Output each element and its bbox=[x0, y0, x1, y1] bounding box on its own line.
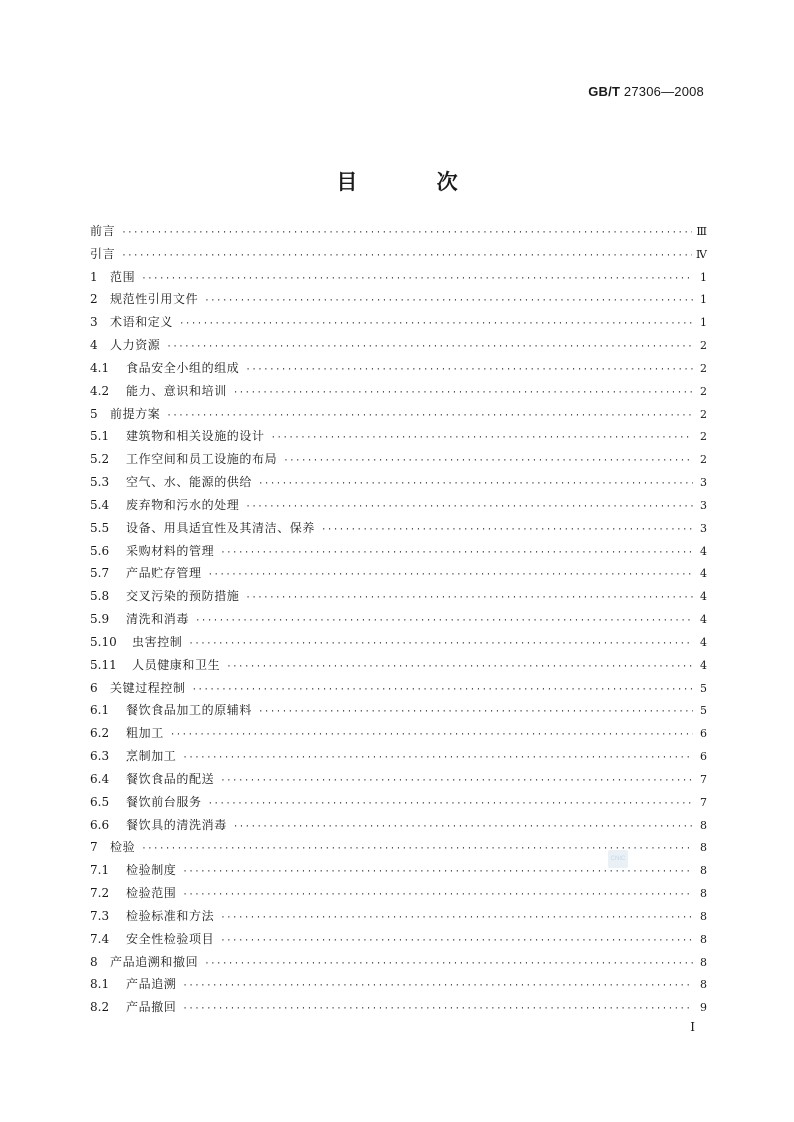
toc-entry-page: 8 bbox=[700, 978, 707, 992]
toc-entry-label: 采购材料的管理 bbox=[126, 543, 215, 558]
toc-dot-leader bbox=[188, 633, 693, 656]
toc-entry-label: 废弃物和污水的处理 bbox=[126, 497, 240, 512]
toc-entry[interactable] bbox=[90, 585, 707, 608]
toc-entry-number: 5.3 bbox=[90, 475, 110, 490]
toc-entry-page: 8 bbox=[700, 841, 707, 855]
toc-dot-leader bbox=[220, 907, 693, 930]
toc-entry-label: 工作空间和员工设施的布局 bbox=[126, 452, 278, 467]
toc-entry-number: 5.1 bbox=[90, 429, 110, 444]
toc-entry-label: 检验标准和方法 bbox=[126, 908, 215, 923]
toc-entry-label: 产品追溯和撤回 bbox=[110, 954, 199, 969]
toc-dot-leader bbox=[271, 427, 693, 450]
toc-dot-leader bbox=[141, 268, 693, 291]
toc-dot-leader bbox=[195, 610, 693, 633]
toc-dot-leader bbox=[233, 382, 693, 405]
toc-entry-page: 3 bbox=[700, 476, 707, 490]
toc-entry[interactable] bbox=[90, 928, 707, 951]
toc-entry-label: 交叉污染的预防措施 bbox=[126, 589, 240, 604]
toc-dot-leader bbox=[245, 587, 693, 610]
toc-entry-label: 设备、用具适宜性及其清洁、保养 bbox=[126, 520, 316, 535]
toc-entry-label: 能力、意识和培训 bbox=[126, 383, 227, 398]
toc-entry-page: 2 bbox=[700, 430, 707, 444]
toc-entry-number: 8.1 bbox=[90, 977, 110, 992]
toc-entry-label: 人力资源 bbox=[110, 338, 161, 353]
toc-entry-number: 5.5 bbox=[90, 520, 110, 535]
toc-entry-label: 餐饮食品的配送 bbox=[126, 771, 215, 786]
toc-entry[interactable] bbox=[90, 814, 707, 837]
toc-entry[interactable] bbox=[90, 654, 707, 677]
toc-entry-page: 6 bbox=[700, 750, 707, 764]
toc-entry-number: 3 bbox=[90, 315, 98, 330]
toc-dot-leader bbox=[258, 701, 693, 724]
toc-entry-page: 1 bbox=[700, 293, 707, 307]
toc-entry-page: 8 bbox=[700, 818, 707, 832]
toc-entry[interactable] bbox=[90, 996, 707, 1019]
toc-entry[interactable] bbox=[90, 768, 707, 791]
toc-dot-leader bbox=[220, 930, 693, 953]
toc-entry-number: 5.8 bbox=[90, 589, 110, 604]
toc-dot-leader bbox=[245, 359, 693, 382]
toc-entry[interactable] bbox=[90, 745, 707, 768]
toc-entry-label: 人员健康和卫生 bbox=[132, 657, 221, 672]
toc-dot-leader bbox=[182, 975, 693, 998]
toc-entry-page: 7 bbox=[700, 772, 707, 786]
toc-entry[interactable] bbox=[90, 973, 707, 996]
toc-entry-label: 引言 bbox=[90, 246, 116, 261]
toc-entry-page: 4 bbox=[700, 544, 707, 558]
toc-entry-page: 8 bbox=[700, 955, 707, 969]
toc-entry-number: 6.2 bbox=[90, 726, 110, 741]
toc-dot-leader bbox=[166, 405, 693, 428]
toc-dot-leader bbox=[179, 313, 693, 336]
toc-entry-page: 8 bbox=[700, 864, 707, 878]
toc-entry[interactable] bbox=[90, 836, 707, 859]
toc-dot-leader bbox=[182, 747, 693, 770]
toc-entry-page: 7 bbox=[700, 795, 707, 809]
toc-entry[interactable] bbox=[90, 448, 707, 471]
toc-entry[interactable] bbox=[90, 791, 707, 814]
toc-entry[interactable] bbox=[90, 859, 707, 882]
standard-number: 27306—2008 bbox=[623, 84, 704, 99]
toc-entry[interactable] bbox=[90, 494, 707, 517]
toc-entry-label: 前提方案 bbox=[110, 406, 161, 421]
toc-entry-number: 6.3 bbox=[90, 749, 110, 764]
toc-dot-leader bbox=[170, 724, 693, 747]
toc-dot-leader bbox=[182, 861, 693, 884]
toc-entry[interactable] bbox=[90, 699, 707, 722]
toc-entry-number: 5.6 bbox=[90, 543, 110, 558]
toc-entry-number: 4.1 bbox=[90, 360, 110, 375]
toc-entry-number: 5.11 bbox=[90, 657, 117, 672]
toc-entry-number: 5.4 bbox=[90, 497, 110, 512]
toc-dot-leader bbox=[245, 496, 693, 519]
toc-entry-label: 餐饮前台服务 bbox=[126, 794, 202, 809]
toc-entry-label: 前言 bbox=[90, 224, 116, 238]
toc-entry-label: 范围 bbox=[110, 269, 136, 284]
toc-entry-label: 检验制度 bbox=[126, 863, 177, 878]
toc-entry-page: 2 bbox=[700, 361, 707, 375]
toc-entry[interactable] bbox=[90, 311, 707, 334]
toc-entry[interactable] bbox=[90, 540, 707, 563]
toc-entry[interactable] bbox=[90, 517, 707, 540]
toc-dot-leader bbox=[182, 998, 693, 1021]
toc-entry-number: 8.2 bbox=[90, 1000, 110, 1015]
toc-dot-leader bbox=[321, 519, 693, 542]
toc-entry-page: Ⅳ bbox=[696, 247, 707, 261]
toc-entry-number: 6.6 bbox=[90, 817, 110, 832]
toc-entry-page: 3 bbox=[700, 498, 707, 512]
toc-entry-page: 6 bbox=[700, 727, 707, 741]
toc-entry-page: Ⅲ bbox=[696, 225, 707, 238]
toc-entry-page: 2 bbox=[700, 453, 707, 467]
toc-dot-leader bbox=[204, 290, 693, 313]
toc-entry[interactable] bbox=[90, 722, 707, 745]
toc-dot-leader bbox=[166, 336, 693, 359]
toc-dot-leader bbox=[141, 838, 693, 861]
toc-entry-number: 7.2 bbox=[90, 886, 110, 901]
toc-entry-label: 关键过程控制 bbox=[110, 680, 186, 695]
table-of-contents bbox=[90, 220, 707, 1019]
toc-entry-page: 4 bbox=[700, 613, 707, 627]
toc-entry-label: 虫害控制 bbox=[132, 634, 183, 649]
toc-entry-page: 3 bbox=[700, 521, 707, 535]
toc-entry-number: 5.7 bbox=[90, 566, 110, 581]
toc-entry-page: 4 bbox=[700, 590, 707, 604]
toc-entry-label: 清洗和消毒 bbox=[126, 612, 190, 627]
toc-dot-leader bbox=[208, 564, 693, 587]
toc-entry-page: 8 bbox=[700, 909, 707, 923]
toc-dot-leader bbox=[283, 450, 693, 473]
toc-entry-label: 产品撤回 bbox=[126, 1000, 177, 1015]
toc-entry-page: 2 bbox=[700, 407, 707, 421]
toc-entry[interactable] bbox=[90, 403, 707, 426]
toc-title: 目 次 bbox=[336, 170, 494, 195]
toc-dot-leader bbox=[220, 770, 693, 793]
toc-dot-leader bbox=[226, 656, 693, 679]
standard-code bbox=[588, 84, 704, 99]
toc-entry[interactable] bbox=[90, 951, 707, 974]
toc-entry-number: 7.3 bbox=[90, 908, 110, 923]
toc-entry-label: 餐饮食品加工的原辅料 bbox=[126, 703, 253, 718]
toc-entry-page: 5 bbox=[700, 704, 707, 718]
toc-entry-number: 5.10 bbox=[90, 634, 117, 649]
toc-dot-leader bbox=[258, 473, 693, 496]
toc-entry-page: 1 bbox=[700, 316, 707, 330]
toc-entry-page: 8 bbox=[700, 887, 707, 901]
toc-entry[interactable] bbox=[90, 425, 707, 448]
toc-dot-leader bbox=[192, 679, 693, 702]
toc-entry-number: 6.1 bbox=[90, 703, 110, 718]
toc-entry[interactable] bbox=[90, 288, 707, 311]
toc-entry-label: 检验范围 bbox=[126, 886, 177, 901]
toc-entry-label: 检验 bbox=[110, 840, 136, 855]
toc-entry[interactable] bbox=[90, 905, 707, 928]
toc-entry-number: 5.9 bbox=[90, 612, 110, 627]
toc-entry-page: 2 bbox=[700, 384, 707, 398]
toc-entry[interactable] bbox=[90, 266, 707, 289]
page-number: Ⅰ bbox=[690, 1020, 695, 1034]
toc-entry[interactable] bbox=[90, 471, 707, 494]
toc-entry-number: 8 bbox=[90, 954, 98, 969]
toc-entry[interactable] bbox=[90, 882, 707, 905]
toc-entry-number: 1 bbox=[90, 269, 98, 284]
toc-entry-number: 7 bbox=[90, 840, 98, 855]
toc-entry[interactable] bbox=[90, 243, 707, 266]
toc-entry[interactable] bbox=[90, 677, 707, 700]
toc-entry-number: 6.5 bbox=[90, 794, 110, 809]
toc-dot-leader bbox=[182, 884, 693, 907]
toc-entry-label: 规范性引用文件 bbox=[110, 292, 199, 307]
toc-entry-page: 2 bbox=[700, 339, 707, 353]
toc-entry-label: 粗加工 bbox=[126, 726, 164, 741]
toc-entry-number: 4 bbox=[90, 338, 98, 353]
toc-entry-label: 安全性检验项目 bbox=[126, 931, 215, 946]
toc-entry-page: 8 bbox=[700, 932, 707, 946]
toc-dot-leader bbox=[233, 816, 693, 839]
toc-entry[interactable] bbox=[90, 334, 707, 357]
toc-entry-number: 5.2 bbox=[90, 452, 110, 467]
toc-dot-leader bbox=[121, 245, 692, 268]
toc-entry-number: 5 bbox=[90, 406, 98, 421]
toc-entry-page: 9 bbox=[700, 1001, 707, 1015]
standard-prefix: GB/T bbox=[588, 84, 621, 99]
toc-entry-page: 5 bbox=[700, 681, 707, 695]
toc-entry-number: 4.2 bbox=[90, 383, 110, 398]
toc-entry-label: 产品贮存管理 bbox=[126, 566, 202, 581]
toc-entry[interactable] bbox=[90, 380, 707, 403]
toc-entry-page: 4 bbox=[700, 635, 707, 649]
toc-entry-label: 术语和定义 bbox=[110, 315, 174, 330]
toc-dot-leader bbox=[220, 542, 693, 565]
toc-entry-label: 餐饮具的清洗消毒 bbox=[126, 817, 227, 832]
toc-entry-label: 产品追溯 bbox=[126, 977, 177, 992]
toc-entry-number: 6.4 bbox=[90, 771, 110, 786]
toc-entry-label: 烹制加工 bbox=[126, 749, 177, 764]
toc-entry-number: 2 bbox=[90, 292, 98, 307]
toc-entry-page: 4 bbox=[700, 658, 707, 672]
toc-entry-number: 6 bbox=[90, 680, 98, 695]
toc-entry[interactable] bbox=[90, 562, 707, 585]
toc-entry-label: 食品安全小组的组成 bbox=[126, 360, 240, 375]
toc-dot-leader bbox=[208, 793, 693, 816]
toc-entry-page: 1 bbox=[700, 270, 707, 284]
toc-dot-leader bbox=[204, 953, 693, 976]
watermark-logo: CNIC bbox=[608, 850, 628, 868]
toc-entry-label: 建筑物和相关设施的设计 bbox=[126, 429, 265, 444]
toc-entry-page: 4 bbox=[700, 567, 707, 581]
toc-entry[interactable] bbox=[90, 608, 707, 631]
toc-entry-label: 空气、水、能源的供给 bbox=[126, 475, 253, 490]
toc-entry[interactable] bbox=[90, 631, 707, 654]
toc-entry-number: 7.1 bbox=[90, 863, 110, 878]
toc-entry-number: 7.4 bbox=[90, 931, 110, 946]
toc-entry[interactable] bbox=[90, 357, 707, 380]
toc-entry[interactable] bbox=[90, 220, 707, 243]
toc-dot-leader bbox=[121, 222, 692, 245]
